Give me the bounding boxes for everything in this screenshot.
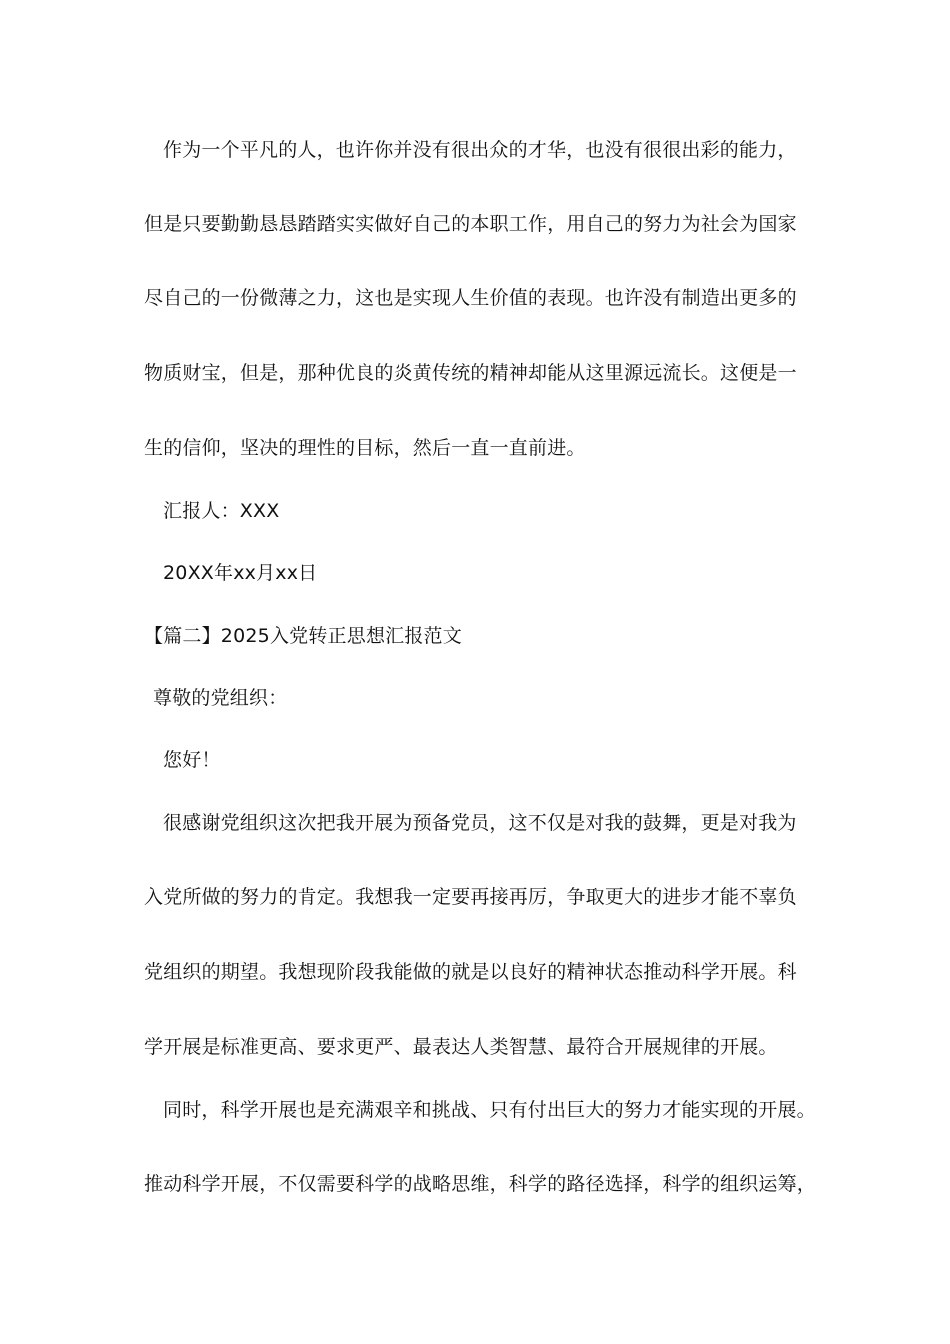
reporter-line: 汇报人：XXX (163, 500, 280, 522)
section-title: 【篇二】2025入党转正思想汇报范文 (144, 625, 462, 647)
paragraph1-line-2: 但是只要勤勤恳恳踏踏实实做好自己的本职工作，用自己的努力为社会为国家 (144, 213, 797, 235)
date-line: 20XX年xx月xx日 (163, 562, 318, 584)
salutation: 尊敬的党组织： (153, 687, 288, 709)
paragraph2-line-4: 学开展是标准更高、要求更严、最表达人类智慧、最符合开展规律的开展。 (144, 1036, 778, 1058)
paragraph2-line-3: 党组织的期望。我想现阶段我能做的就是以良好的精神状态推动科学开展。科 (144, 961, 797, 983)
paragraph3-line-1: 同时，科学开展也是充满艰辛和挑战、只有付出巨大的努力才能实现的开展。 (163, 1099, 816, 1121)
paragraph2-line-2: 入党所做的努力的肯定。我想我一定要再接再厉，争取更大的进步才能不辜负 (144, 886, 797, 908)
paragraph2-line-1: 很感谢党组织这次把我开展为预备党员，这不仅是对我的鼓舞，更是对我为 (163, 812, 797, 834)
paragraph3-line-2: 推动科学开展，不仅需要科学的战略思维，科学的路径选择，科学的组织运筹， (144, 1173, 817, 1195)
paragraph1-line-1: 作为一个平凡的人，也许你并没有很出众的才华，也没有很很出彩的能力， (163, 139, 797, 161)
paragraph1-line-4: 物质财宝，但是，那种优良的炎黄传统的精神却能从这里源远流长。这便是一 (144, 362, 797, 384)
paragraph1-line-5: 生的信仰，坚决的理性的目标，然后一直一直前进。 (144, 437, 586, 459)
greeting: 您好！ (163, 749, 221, 771)
paragraph1-line-3: 尽自己的一份微薄之力，这也是实现人生价值的表现。也许没有制造出更多的 (144, 287, 797, 309)
